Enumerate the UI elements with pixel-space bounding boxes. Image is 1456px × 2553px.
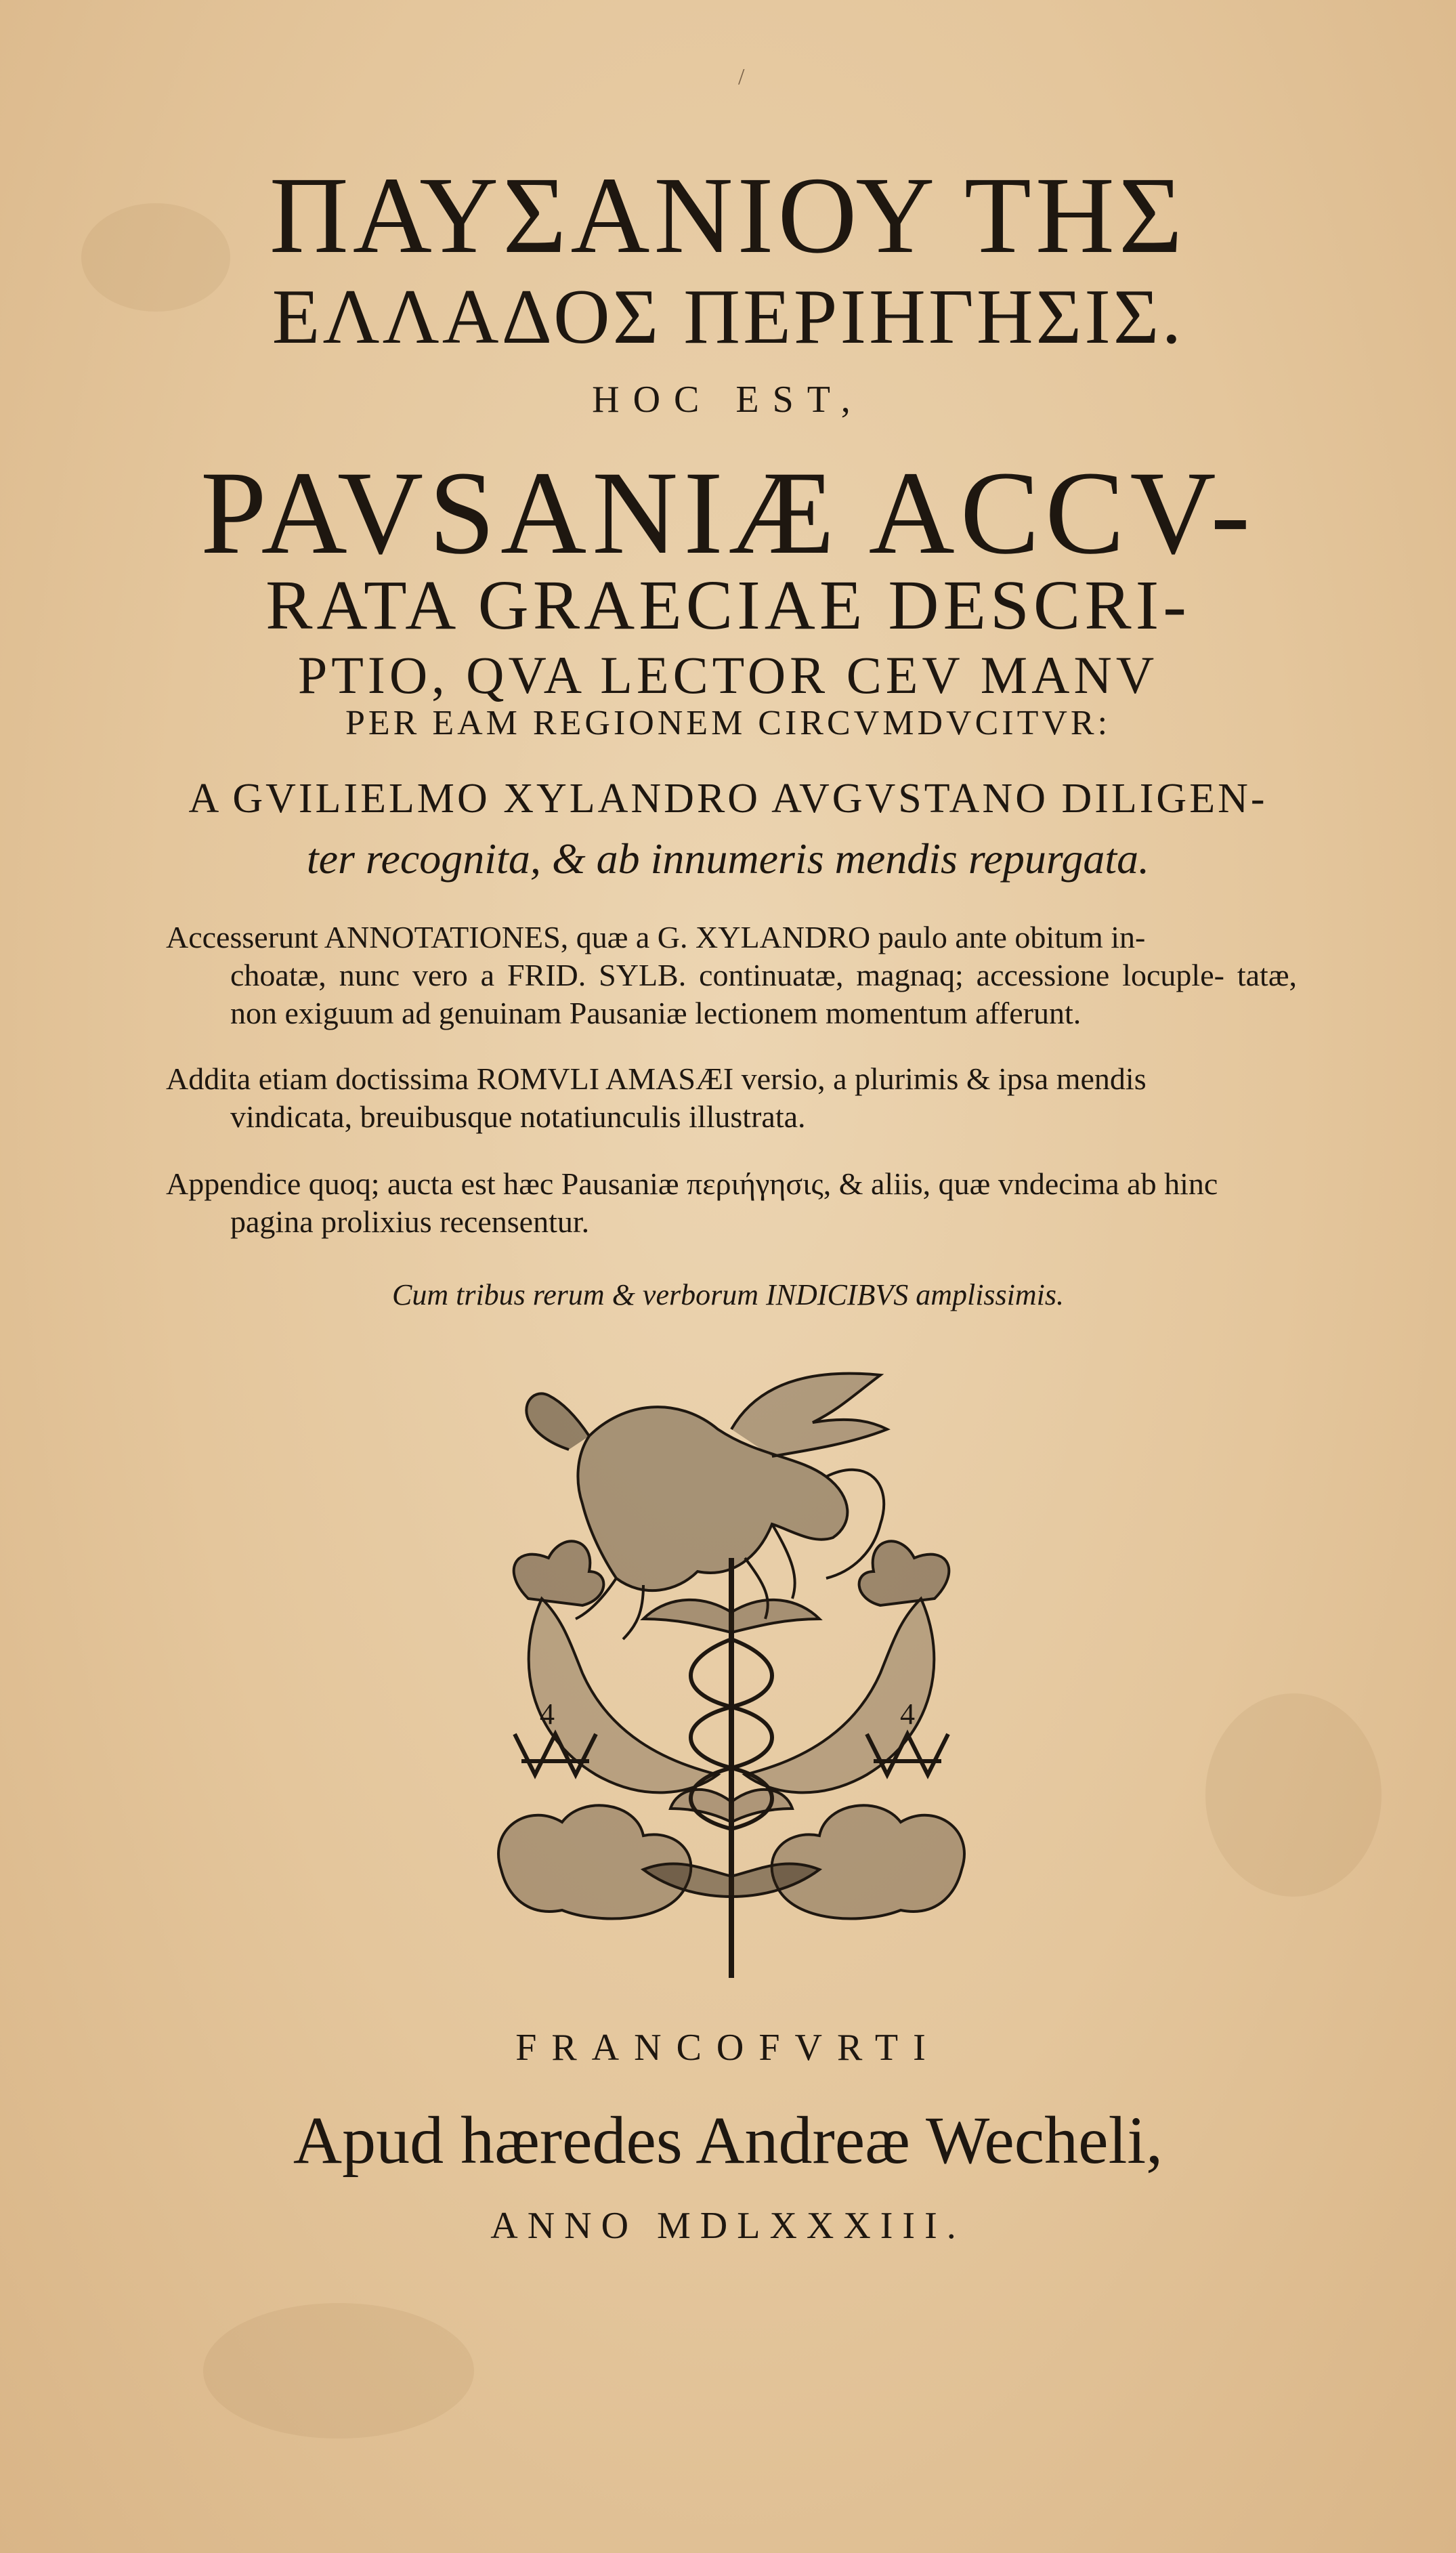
author-line-1: A GVILIELMO XYLANDRO AVGVSTANO DILIGEN- — [188, 776, 1268, 822]
imprint-year: ANNO MDLXXXIII. — [490, 2205, 966, 2247]
author-line-2: ter recognita, & ab innumeris mendis repurgata. — [306, 835, 1150, 883]
hoc-est: HOC EST, — [592, 379, 864, 421]
appendice-paragraph — [166, 1165, 1297, 1241]
latin-title-line-1: PAVSANIÆ ACCV- — [200, 447, 1256, 579]
addita-first-line: Addita etiam doctissima ROMVLI AMASÆI versio, a plurimis & ipsa mendis — [166, 1061, 1147, 1096]
fruit-right — [859, 1541, 949, 1605]
accesserunt-rest: choatæ, nunc vero a FRID. SYLB. continuatæ, magnaq; accessione locuple- tatæ, non exiguum ad genuinam Pausaniæ lectionem momentum afferunt. — [230, 958, 1297, 1030]
paper-stain — [1205, 1693, 1382, 1897]
pegasus-head — [526, 1393, 589, 1450]
printers-mark-image — [474, 1355, 989, 1991]
pegasus-wing — [731, 1374, 887, 1456]
imprint-printer: Apud hæredes Andreæ Wecheli, — [293, 2103, 1163, 2178]
imprint-city: FRANCOFVRTI — [515, 2027, 941, 2069]
fruit-left — [514, 1541, 604, 1605]
accesserunt-first-line: Accesserunt ANNOTATIONES, quæ a G. XYLANDRO paulo ante obitum in- — [166, 920, 1146, 954]
monogram-left-number: 4 — [540, 1697, 555, 1731]
latin-title-line-2: RATA GRAECIAE DESCRI- — [265, 566, 1191, 644]
addita-rest: vindicata, breuibusque notatiunculis illustrata. — [230, 1099, 806, 1134]
cloud-left — [498, 1805, 691, 1918]
appendice-rest: pagina prolixius recensentur. — [230, 1204, 590, 1239]
appendice-first-line: Appendice quoq; aucta est hæc Pausaniæ περιήγησις, & aliis, quæ vndecima ab hinc — [166, 1166, 1218, 1201]
greek-title-line-2: ΕΛΛΑΔΟΣ ΠΕΡΙΗΓΗΣΙΣ. — [272, 274, 1184, 360]
cornucopia-right — [745, 1599, 934, 1792]
paper-stain — [203, 2303, 474, 2439]
addita-paragraph — [166, 1060, 1297, 1136]
accesserunt-paragraph — [166, 919, 1297, 1032]
greek-title-line-1: ΠΑΥΣΑΝΙΟΥ ΤΗΣ — [269, 155, 1187, 276]
latin-title-line-4: PER EAM REGIONEM CIRCVMDVCITVR: — [345, 704, 1111, 742]
top-mark: / — [738, 64, 745, 89]
indices-line: Cum tribus rerum & verborum INDICIBVS amplissimis. — [391, 1278, 1065, 1311]
monogram-right-number: 4 — [900, 1697, 915, 1731]
cornucopia-left — [529, 1599, 718, 1792]
latin-title-line-3: PTIO, QVA LECTOR CEV MANV — [297, 646, 1159, 704]
cloud-right — [772, 1805, 964, 1918]
